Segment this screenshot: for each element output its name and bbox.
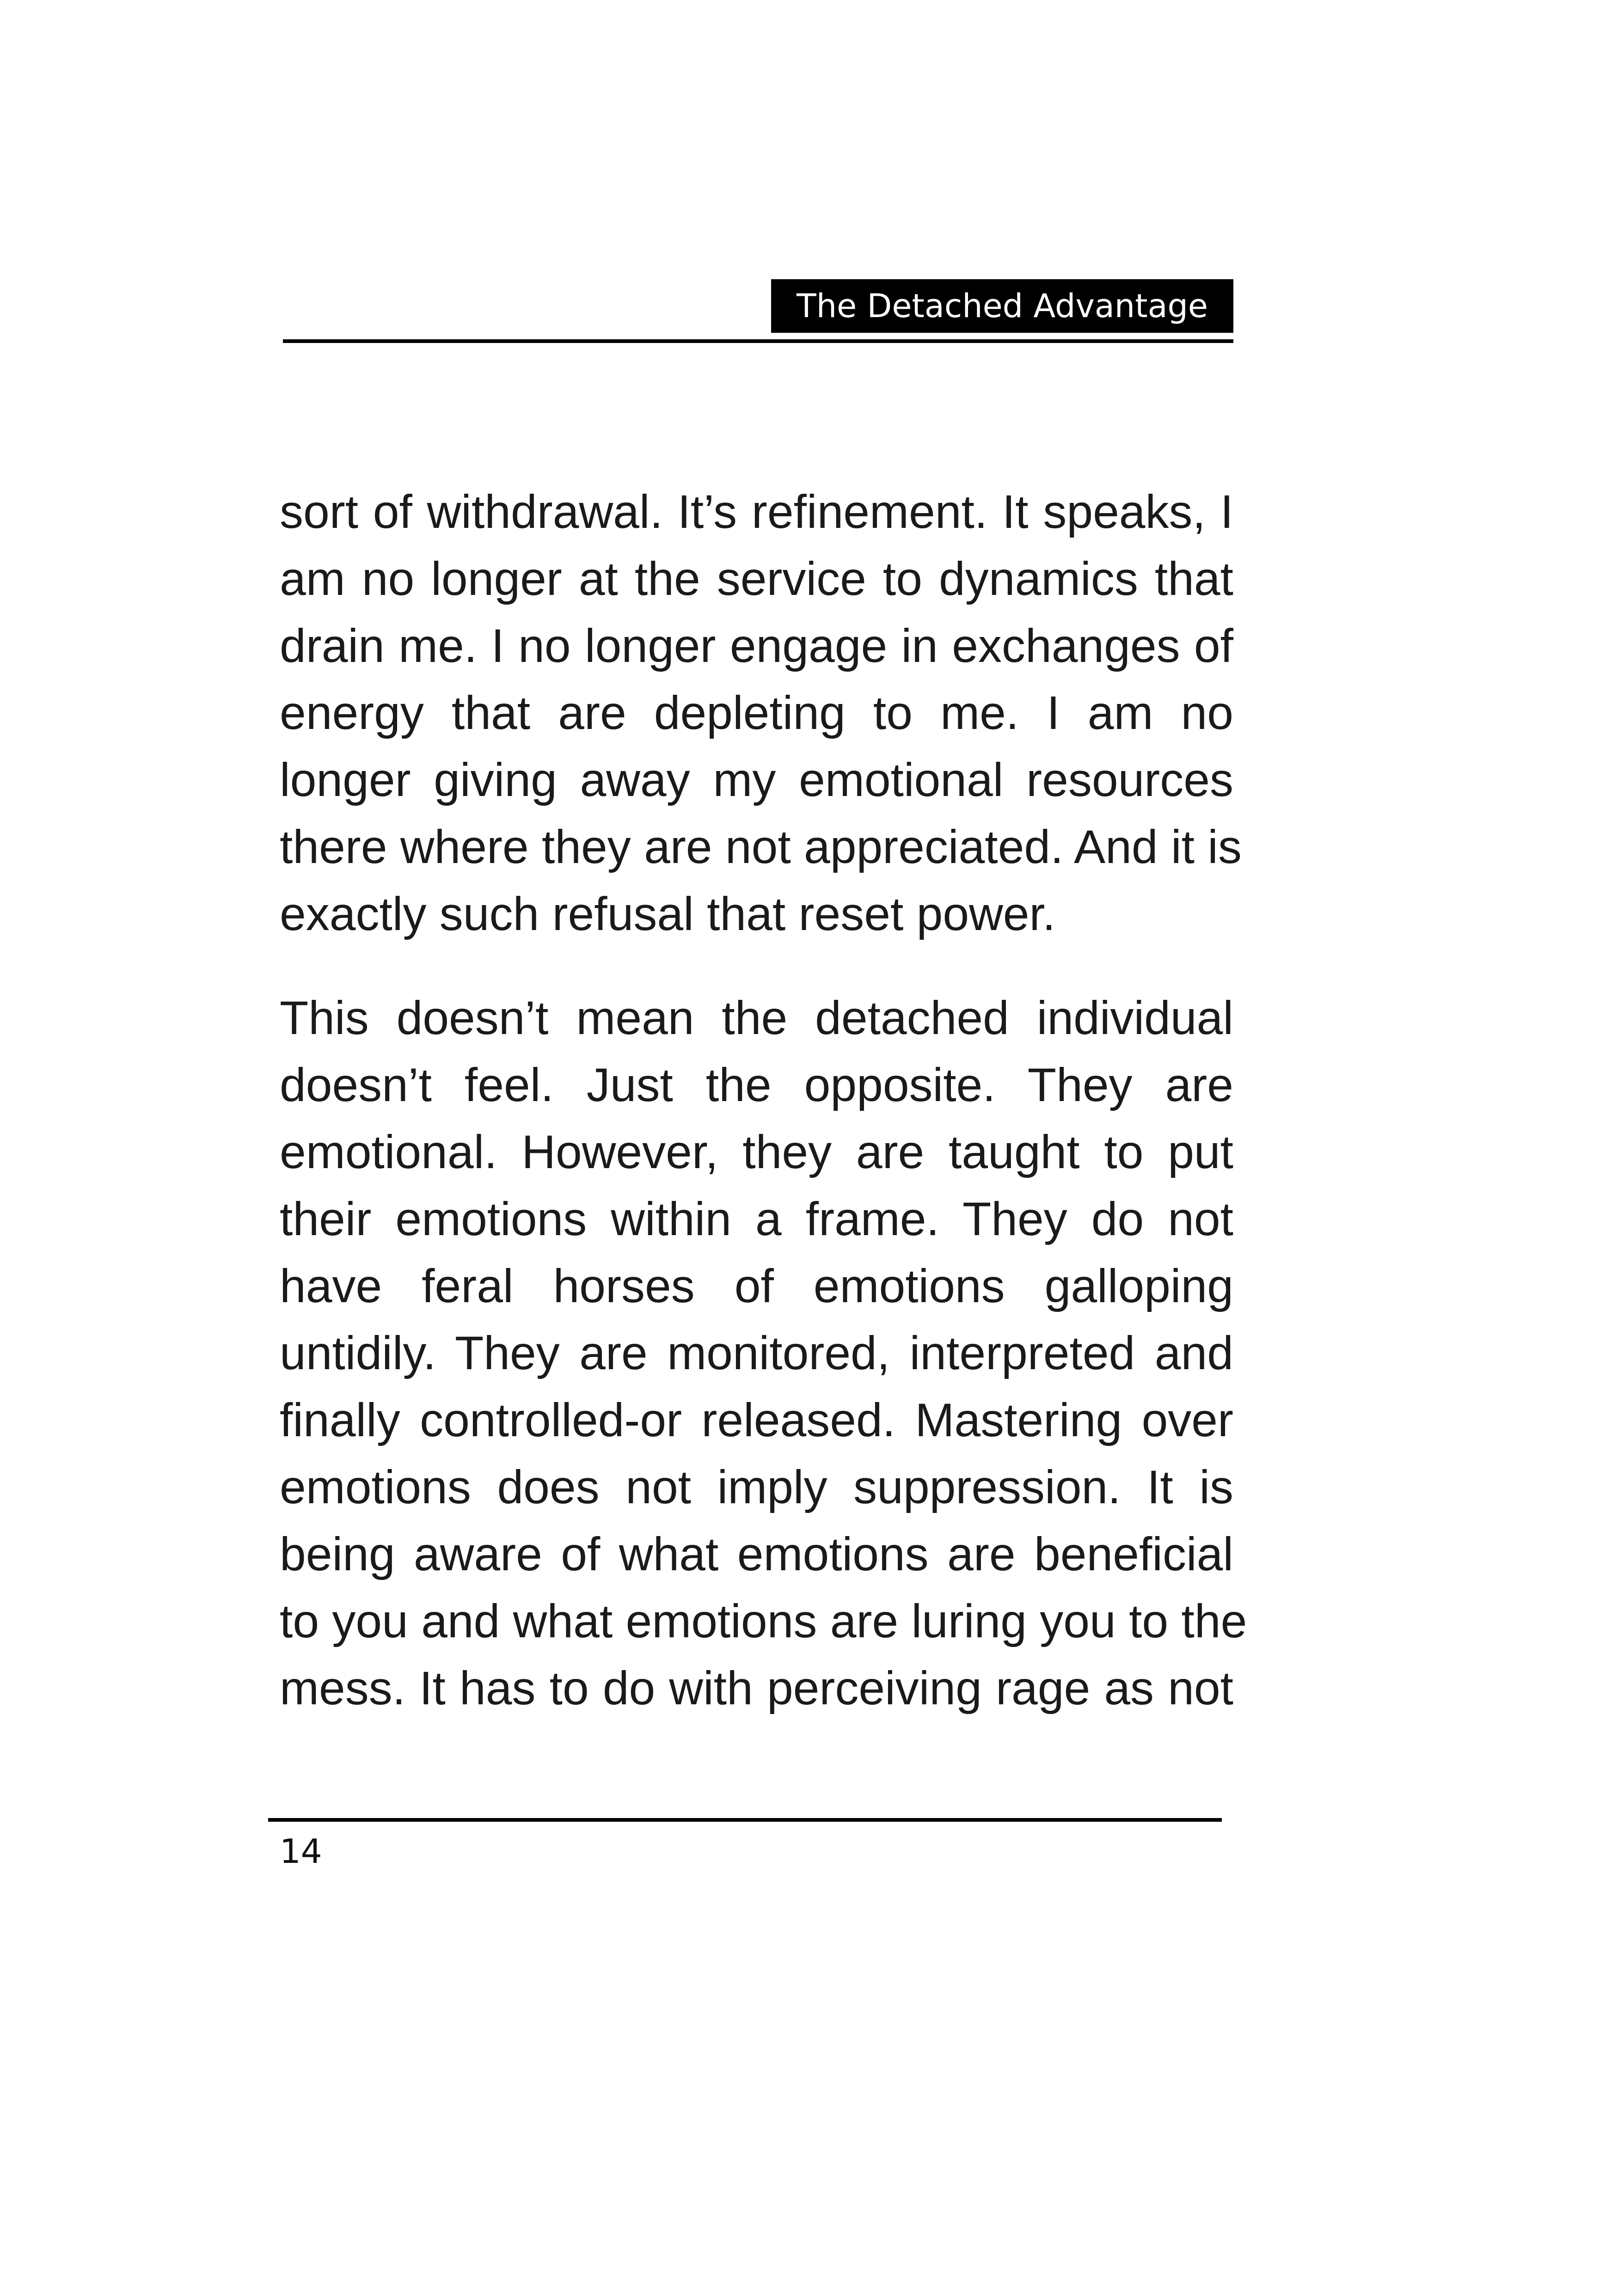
text-line: This doesn’t mean the detached individual [280, 992, 1233, 1044]
text-line: emotional. However, they are taught to put [280, 1126, 1233, 1178]
text-line: their emotions within a frame. They do not [280, 1193, 1233, 1245]
footer-rule [268, 1818, 1222, 1822]
page-number: 14 [280, 1832, 322, 1871]
text-line: am no longer at the service to dynamics that [280, 552, 1233, 605]
text-line: exactly such refusal that reset power. [280, 888, 1056, 940]
text-line: longer giving away my emotional resources [280, 753, 1233, 806]
header-rule [283, 339, 1233, 343]
paragraph-1 [280, 478, 1242, 948]
text-line: being aware of what emotions are beneficial [280, 1528, 1233, 1580]
text-line: finally controlled-or released. Mastering over [280, 1394, 1233, 1446]
text-line: emotions does not imply suppression. It is [280, 1461, 1233, 1513]
text-line: untidily. They are monitored, interpreted and [280, 1327, 1233, 1379]
text-line: drain me. I no longer engage in exchanges of [280, 619, 1233, 672]
text-line: energy that are depleting to me. I am no [280, 686, 1233, 739]
text-line: there where they are not appreciated. And it is [280, 820, 1242, 873]
text-line: to you and what emotions are luring you to the [280, 1595, 1247, 1647]
text-line: doesn’t feel. Just the opposite. They are [280, 1059, 1233, 1111]
body-text [280, 478, 1247, 1722]
text-line: have feral horses of emotions galloping [280, 1260, 1233, 1312]
running-header-title: The Detached Advantage [771, 279, 1233, 333]
text-line: sort of withdrawal. It’s refinement. It speaks, I [280, 485, 1233, 538]
paragraph-2 [280, 985, 1247, 1722]
text-line: mess. It has to do with perceiving rage as not [280, 1662, 1233, 1714]
